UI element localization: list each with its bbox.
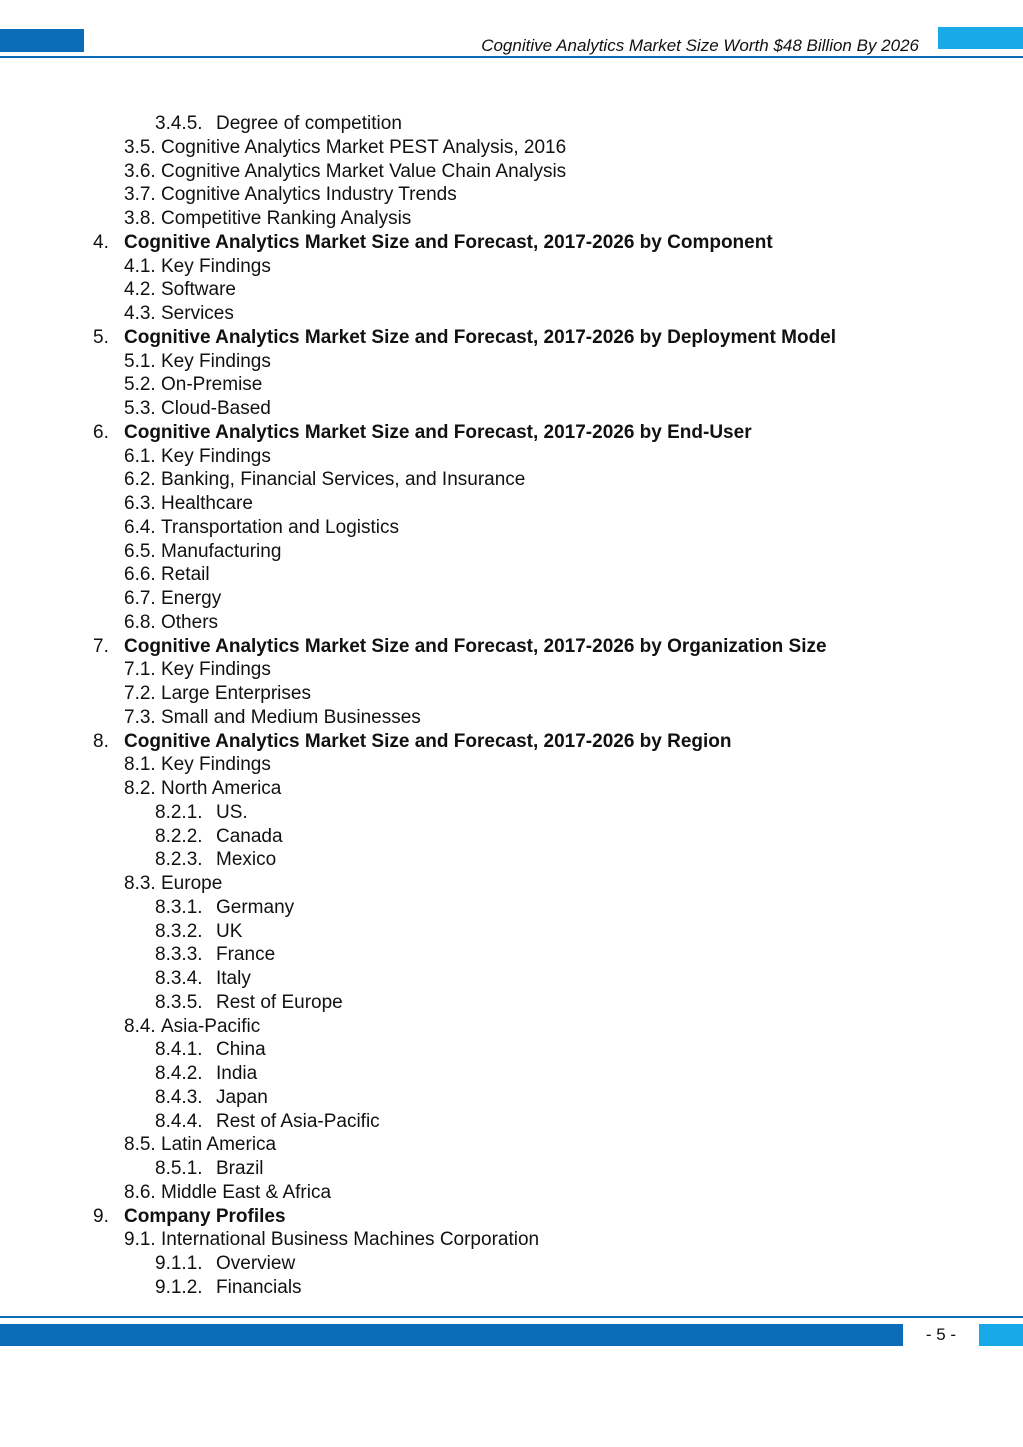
toc-entry-title: Rest of Europe	[216, 991, 343, 1013]
toc-entry-title: UK	[216, 920, 243, 942]
toc-entry-number: 8.3.2.	[155, 920, 203, 942]
toc-entry-title: Degree of competition	[216, 113, 402, 134]
toc-entry	[0, 825, 1023, 849]
toc-entry-number: 8.2.	[124, 778, 156, 799]
toc-entry-number: 6.8.	[124, 611, 156, 633]
toc-entry-number: 7.2.	[124, 683, 156, 704]
header-accent-block-left	[0, 29, 84, 52]
footer-accent-block-right	[979, 1324, 1023, 1346]
toc-entry-title: India	[216, 1063, 258, 1084]
toc-entry-title: Transportation and Logistics	[161, 516, 399, 538]
toc-entry-title: Mexico	[216, 849, 277, 871]
toc-entry	[0, 920, 1023, 944]
toc-entry-title: Germany	[216, 896, 295, 918]
toc-entry-title: Brazil	[216, 1158, 264, 1179]
toc-entry	[0, 1181, 1023, 1205]
toc-entry-title: France	[216, 944, 276, 966]
toc-entry-title: Cloud-Based	[161, 398, 271, 419]
toc-entry-number: 9.1.	[124, 1229, 156, 1251]
toc-entry	[0, 540, 1023, 564]
toc-entry	[0, 492, 1023, 516]
toc-entry	[0, 421, 1023, 445]
toc-entry-number: 8.3.	[124, 873, 156, 894]
toc-entry-title: US.	[216, 801, 248, 823]
toc-entry	[0, 848, 1023, 872]
page-number: - 5 -	[925, 1325, 957, 1344]
toc-entry	[0, 350, 1023, 374]
toc-entry-number: 8.2.3.	[155, 849, 203, 871]
toc-entry	[0, 1015, 1023, 1039]
toc-entry-title: International Business Machines Corporation	[161, 1229, 540, 1251]
toc-entry	[0, 730, 1023, 754]
toc-entry	[0, 373, 1023, 397]
toc-entry-number: 3.8.	[124, 208, 156, 229]
toc-entry-title: Small and Medium Businesses	[161, 706, 421, 728]
toc-entry-title: Large Enterprises	[161, 683, 311, 704]
toc-entry	[0, 872, 1023, 896]
toc-entry-number: 6.6.	[124, 564, 156, 586]
toc-entry-title: Key Findings	[161, 350, 271, 372]
toc-entry-number: 6.2.	[124, 469, 156, 491]
toc-entry	[0, 753, 1023, 777]
toc-entry-number: 6.7.	[124, 588, 156, 609]
toc-entry-title: On-Premise	[161, 374, 263, 396]
toc-entry-title: Latin America	[161, 1134, 277, 1156]
toc-entry-title: Cognitive Analytics Market Size and Forecast, 2017-2026 by Component	[124, 231, 773, 253]
toc-entry-number: 3.6.	[124, 160, 156, 182]
toc-entry-number: 3.5.	[124, 136, 156, 158]
toc-entry-title: Healthcare	[161, 493, 253, 514]
toc-entry-number: 6.	[93, 421, 109, 443]
toc-entry	[0, 183, 1023, 207]
toc-entry-number: 8.3.5.	[155, 991, 203, 1013]
toc-entry-number: 4.	[93, 231, 109, 253]
toc-entry-number: 8.6.	[124, 1181, 156, 1203]
toc-entry-title: North America	[161, 778, 282, 799]
toc-entry-number: 5.3.	[124, 398, 156, 419]
toc-entry-title: Overview	[216, 1253, 296, 1274]
toc-entry-number: 7.	[93, 635, 109, 657]
toc-entry	[0, 231, 1023, 255]
toc-entry-number: 9.1.1.	[155, 1253, 203, 1274]
toc-entry-number: 3.4.5.	[155, 113, 203, 134]
toc-entry	[0, 1062, 1023, 1086]
toc-entry	[0, 896, 1023, 920]
toc-entry-title: Canada	[216, 825, 283, 847]
toc-entry-title: Asia-Pacific	[161, 1015, 261, 1037]
toc-entry-number: 4.1.	[124, 255, 156, 277]
toc-entry-title: Energy	[161, 588, 222, 609]
toc-entry-title: Software	[161, 279, 236, 301]
toc-entry-number: 3.7.	[124, 184, 156, 206]
toc-entry	[0, 1205, 1023, 1229]
toc-entry-title: Italy	[216, 968, 251, 989]
toc-entry	[0, 1038, 1023, 1062]
toc-entry-number: 7.1.	[124, 659, 156, 681]
toc-entry	[0, 302, 1023, 326]
toc-entry-number: 5.2.	[124, 374, 156, 396]
toc-entry-number: 8.3.3.	[155, 944, 203, 966]
toc-entry-title: Middle East & Africa	[161, 1181, 332, 1203]
toc-entry	[0, 801, 1023, 825]
toc-entry-number: 8.4.4.	[155, 1110, 203, 1132]
toc-entry-title: Key Findings	[161, 445, 271, 467]
toc-entry	[0, 777, 1023, 801]
toc-entry-title: Cognitive Analytics Industry Trends	[161, 184, 457, 206]
toc-entry	[0, 445, 1023, 469]
toc-entry-number: 4.2.	[124, 279, 156, 301]
toc-entry	[0, 516, 1023, 540]
toc-entry-number: 8.3.4.	[155, 968, 203, 989]
toc-entry-title: Europe	[161, 873, 223, 894]
toc-entry	[0, 1228, 1023, 1252]
toc-entry	[0, 326, 1023, 350]
toc-entry	[0, 682, 1023, 706]
toc-entry	[0, 635, 1023, 659]
header-title: Cognitive Analytics Market Size Worth $48 Billion By 2026	[481, 36, 919, 55]
toc-entry	[0, 278, 1023, 302]
footer-accent-bar	[0, 1324, 903, 1346]
toc-entry-number: 5.1.	[124, 350, 156, 372]
toc-entry-number: 6.5.	[124, 540, 156, 562]
toc-entry-number: 8.3.1.	[155, 896, 203, 918]
toc-entry-title: Cognitive Analytics Market Value Chain Analysis	[161, 160, 567, 182]
toc-entry	[0, 1086, 1023, 1110]
toc-entry-title: Key Findings	[161, 754, 271, 776]
toc-entry	[0, 658, 1023, 682]
toc-entry-number: 4.3.	[124, 303, 156, 324]
toc-entry	[0, 967, 1023, 991]
toc-entry-number: 6.1.	[124, 445, 156, 467]
toc-entry-title: Rest of Asia-Pacific	[216, 1110, 380, 1132]
toc-entry-number: 8.2.2.	[155, 825, 203, 847]
table-of-contents	[0, 112, 1023, 1300]
toc-entry	[0, 468, 1023, 492]
toc-entry-title: Key Findings	[161, 659, 271, 681]
toc-entry	[0, 611, 1023, 635]
toc-entry-title: Cognitive Analytics Market Size and Forecast, 2017-2026 by Organization Size	[124, 635, 827, 657]
toc-entry	[0, 160, 1023, 184]
toc-entry-title: Services	[161, 303, 234, 324]
toc-entry-number: 8.1.	[124, 754, 156, 776]
toc-entry-title: Key Findings	[161, 255, 271, 277]
header-divider	[0, 56, 1023, 58]
toc-entry	[0, 1157, 1023, 1181]
toc-entry-number: 5.	[93, 326, 109, 348]
toc-entry	[0, 1252, 1023, 1276]
toc-entry-title: Cognitive Analytics Market Size and Forecast, 2017-2026 by Region	[124, 730, 732, 752]
toc-entry-number: 8.4.	[124, 1015, 156, 1037]
toc-entry-number: 6.3.	[124, 493, 156, 514]
toc-entry	[0, 397, 1023, 421]
toc-entry-number: 9.	[93, 1205, 109, 1227]
toc-entry	[0, 112, 1023, 136]
toc-entry-title: Company Profiles	[124, 1205, 286, 1227]
toc-entry	[0, 1110, 1023, 1134]
toc-entry-number: 9.1.2.	[155, 1276, 203, 1298]
toc-entry	[0, 706, 1023, 730]
toc-entry-title: Cognitive Analytics Market PEST Analysis, 2016	[161, 136, 567, 158]
toc-entry-number: 8.4.2.	[155, 1063, 203, 1084]
toc-entry-title: Banking, Financial Services, and Insurance	[161, 469, 526, 491]
toc-entry-number: 8.2.1.	[155, 801, 203, 823]
footer-divider	[0, 1316, 1023, 1318]
toc-entry-title: Competitive Ranking Analysis	[161, 208, 412, 229]
toc-entry	[0, 943, 1023, 967]
toc-entry-number: 8.4.3.	[155, 1086, 203, 1108]
toc-entry-title: Cognitive Analytics Market Size and Forecast, 2017-2026 by End-User	[124, 421, 752, 443]
toc-entry-number: 8.4.1.	[155, 1039, 203, 1061]
toc-entry-number: 8.5.1.	[155, 1158, 203, 1179]
toc-entry-number: 7.3.	[124, 706, 156, 728]
header-accent-block-right	[938, 27, 1023, 49]
toc-entry-title: Financials	[216, 1276, 302, 1298]
toc-entry	[0, 587, 1023, 611]
toc-entry	[0, 991, 1023, 1015]
toc-entry-number: 8.	[93, 730, 109, 752]
toc-entry-number: 8.5.	[124, 1134, 156, 1156]
toc-entry-title: Japan	[216, 1086, 268, 1108]
toc-entry-number: 6.4.	[124, 516, 156, 538]
toc-entry-title: Manufacturing	[161, 540, 282, 562]
toc-entry-title: Cognitive Analytics Market Size and Forecast, 2017-2026 by Deployment Model	[124, 326, 837, 348]
toc-entry-title: China	[216, 1039, 266, 1061]
toc-entry	[0, 1133, 1023, 1157]
toc-entry	[0, 136, 1023, 160]
toc-entry	[0, 1276, 1023, 1300]
toc-entry-title: Retail	[161, 564, 210, 586]
toc-entry	[0, 207, 1023, 231]
toc-entry-title: Others	[161, 611, 219, 633]
toc-entry	[0, 255, 1023, 279]
toc-entry	[0, 563, 1023, 587]
